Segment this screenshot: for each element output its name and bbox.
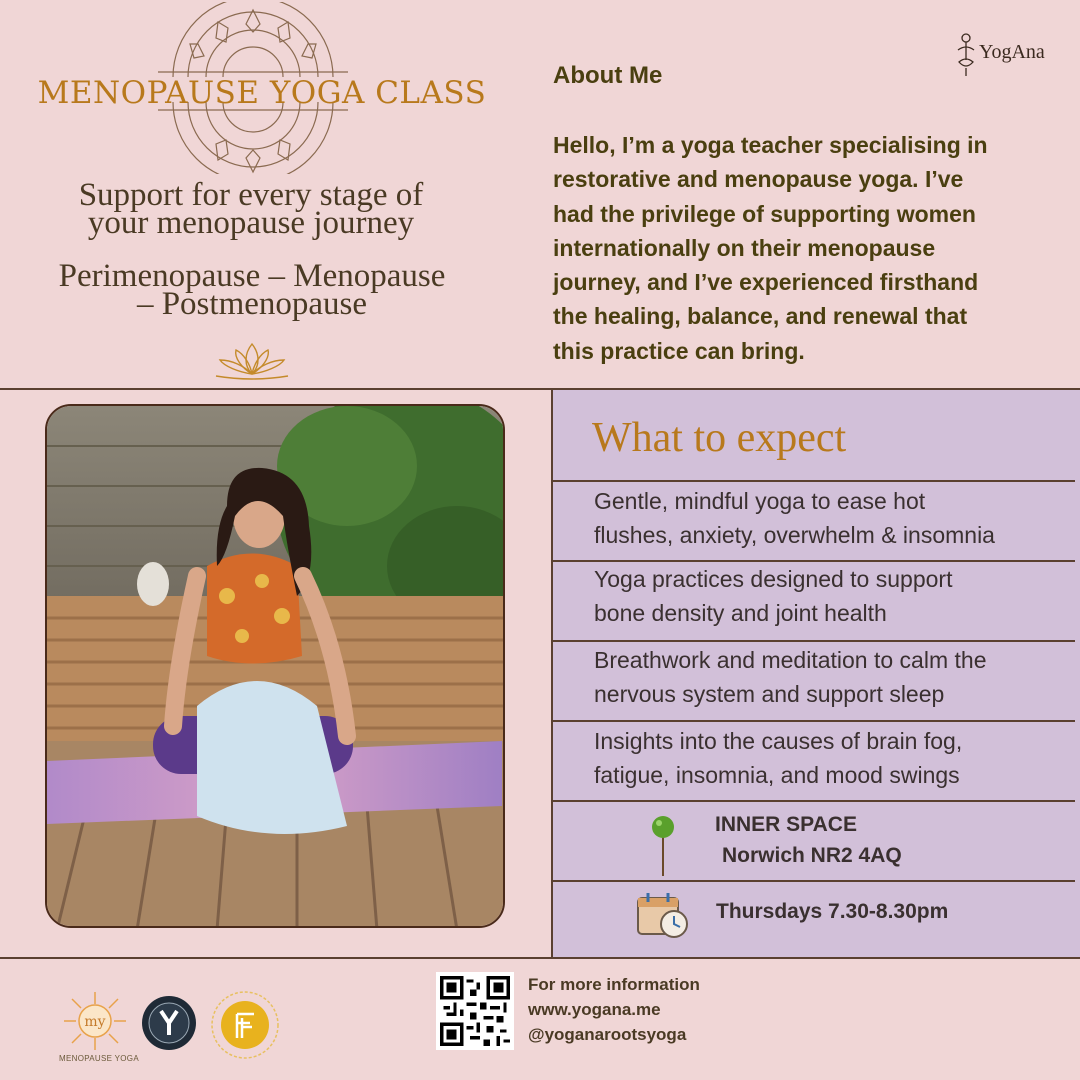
divider [0, 388, 1080, 390]
menopause-yoga-badge-icon [60, 990, 130, 1052]
contact-info [528, 972, 700, 1047]
yogana-logo-icon [954, 30, 978, 78]
expect-item-line: fatigue, insomnia, and mood swings [594, 762, 960, 788]
row-divider [553, 640, 1075, 642]
expect-item-line: Breathwork and meditation to calm the [594, 647, 987, 673]
map-pin-icon [648, 814, 678, 878]
about-body [553, 128, 1053, 368]
row-divider [553, 480, 1075, 482]
instructor-photo [45, 404, 505, 928]
info-heading: For more information [528, 975, 700, 994]
calendar-clock-icon [634, 890, 692, 942]
social-handle-link[interactable]: @yoganarootsyoga [528, 1025, 687, 1044]
location [715, 809, 902, 871]
location-address: Norwich NR2 4AQ [722, 844, 902, 867]
row-divider [553, 800, 1075, 802]
row-divider [553, 880, 1075, 882]
row-divider [553, 720, 1075, 722]
about-line: this practice can bring. [553, 337, 805, 364]
divider [0, 957, 1080, 959]
instructor-photo-illustration [47, 406, 505, 928]
expect-item [594, 643, 1064, 711]
expect-item-line: Insights into the causes of brain fog, [594, 728, 963, 754]
location-name: INNER SPACE [715, 813, 857, 836]
subtitle [20, 177, 482, 241]
expect-item [594, 562, 1064, 630]
lotus-icon [214, 338, 290, 380]
about-line: the healing, balance, and renewal that [553, 303, 968, 330]
about-line: Hello, I’m a yoga teacher specialising in [553, 132, 988, 158]
about-line: internationally on their menopause [553, 234, 936, 261]
logo-text: YogAna [979, 41, 1045, 63]
qr-code-icon [440, 976, 510, 1046]
page-title: MENOPAUSE YOGA CLASS [37, 75, 487, 111]
expect-item [594, 724, 1064, 792]
class-time: Thursdays 7.30-8.30pm [716, 900, 949, 923]
about-line: journey, and I’ve experienced firsthand [553, 269, 979, 296]
expect-item-line: Yoga practices designed to support [594, 566, 953, 592]
badge-caption: MENOPAUSE YOGA [59, 1054, 139, 1063]
expect-item-line: bone density and joint health [594, 600, 887, 626]
proud-member-badge-icon [210, 990, 280, 1060]
about-line: had the privilege of supporting women [553, 200, 976, 227]
divider [551, 388, 553, 958]
yoga-alliance-badge-icon [141, 995, 197, 1051]
menopause-stages [16, 258, 488, 322]
stages-line: Perimenopause – Menopause [58, 258, 446, 294]
subtitle-line: your menopause journey [87, 205, 415, 241]
expect-item [594, 484, 1064, 552]
qr-code[interactable] [436, 972, 514, 1050]
expect-title: What to expect [592, 415, 847, 461]
website-link[interactable]: www.yogana.me [528, 1000, 661, 1019]
subtitle-line: Support for every stage of [78, 177, 424, 213]
expect-item-line: Gentle, mindful yoga to ease hot [594, 488, 926, 514]
stages-line: – Postmenopause [136, 286, 368, 322]
about-line: restorative and menopause yoga. I’ve [553, 166, 964, 193]
expect-item-line: nervous system and support sleep [594, 681, 945, 707]
about-title: About Me [553, 62, 663, 89]
expect-item-line: flushes, anxiety, overwhelm & insomnia [594, 522, 995, 548]
svg-text:my: my [84, 1014, 106, 1030]
